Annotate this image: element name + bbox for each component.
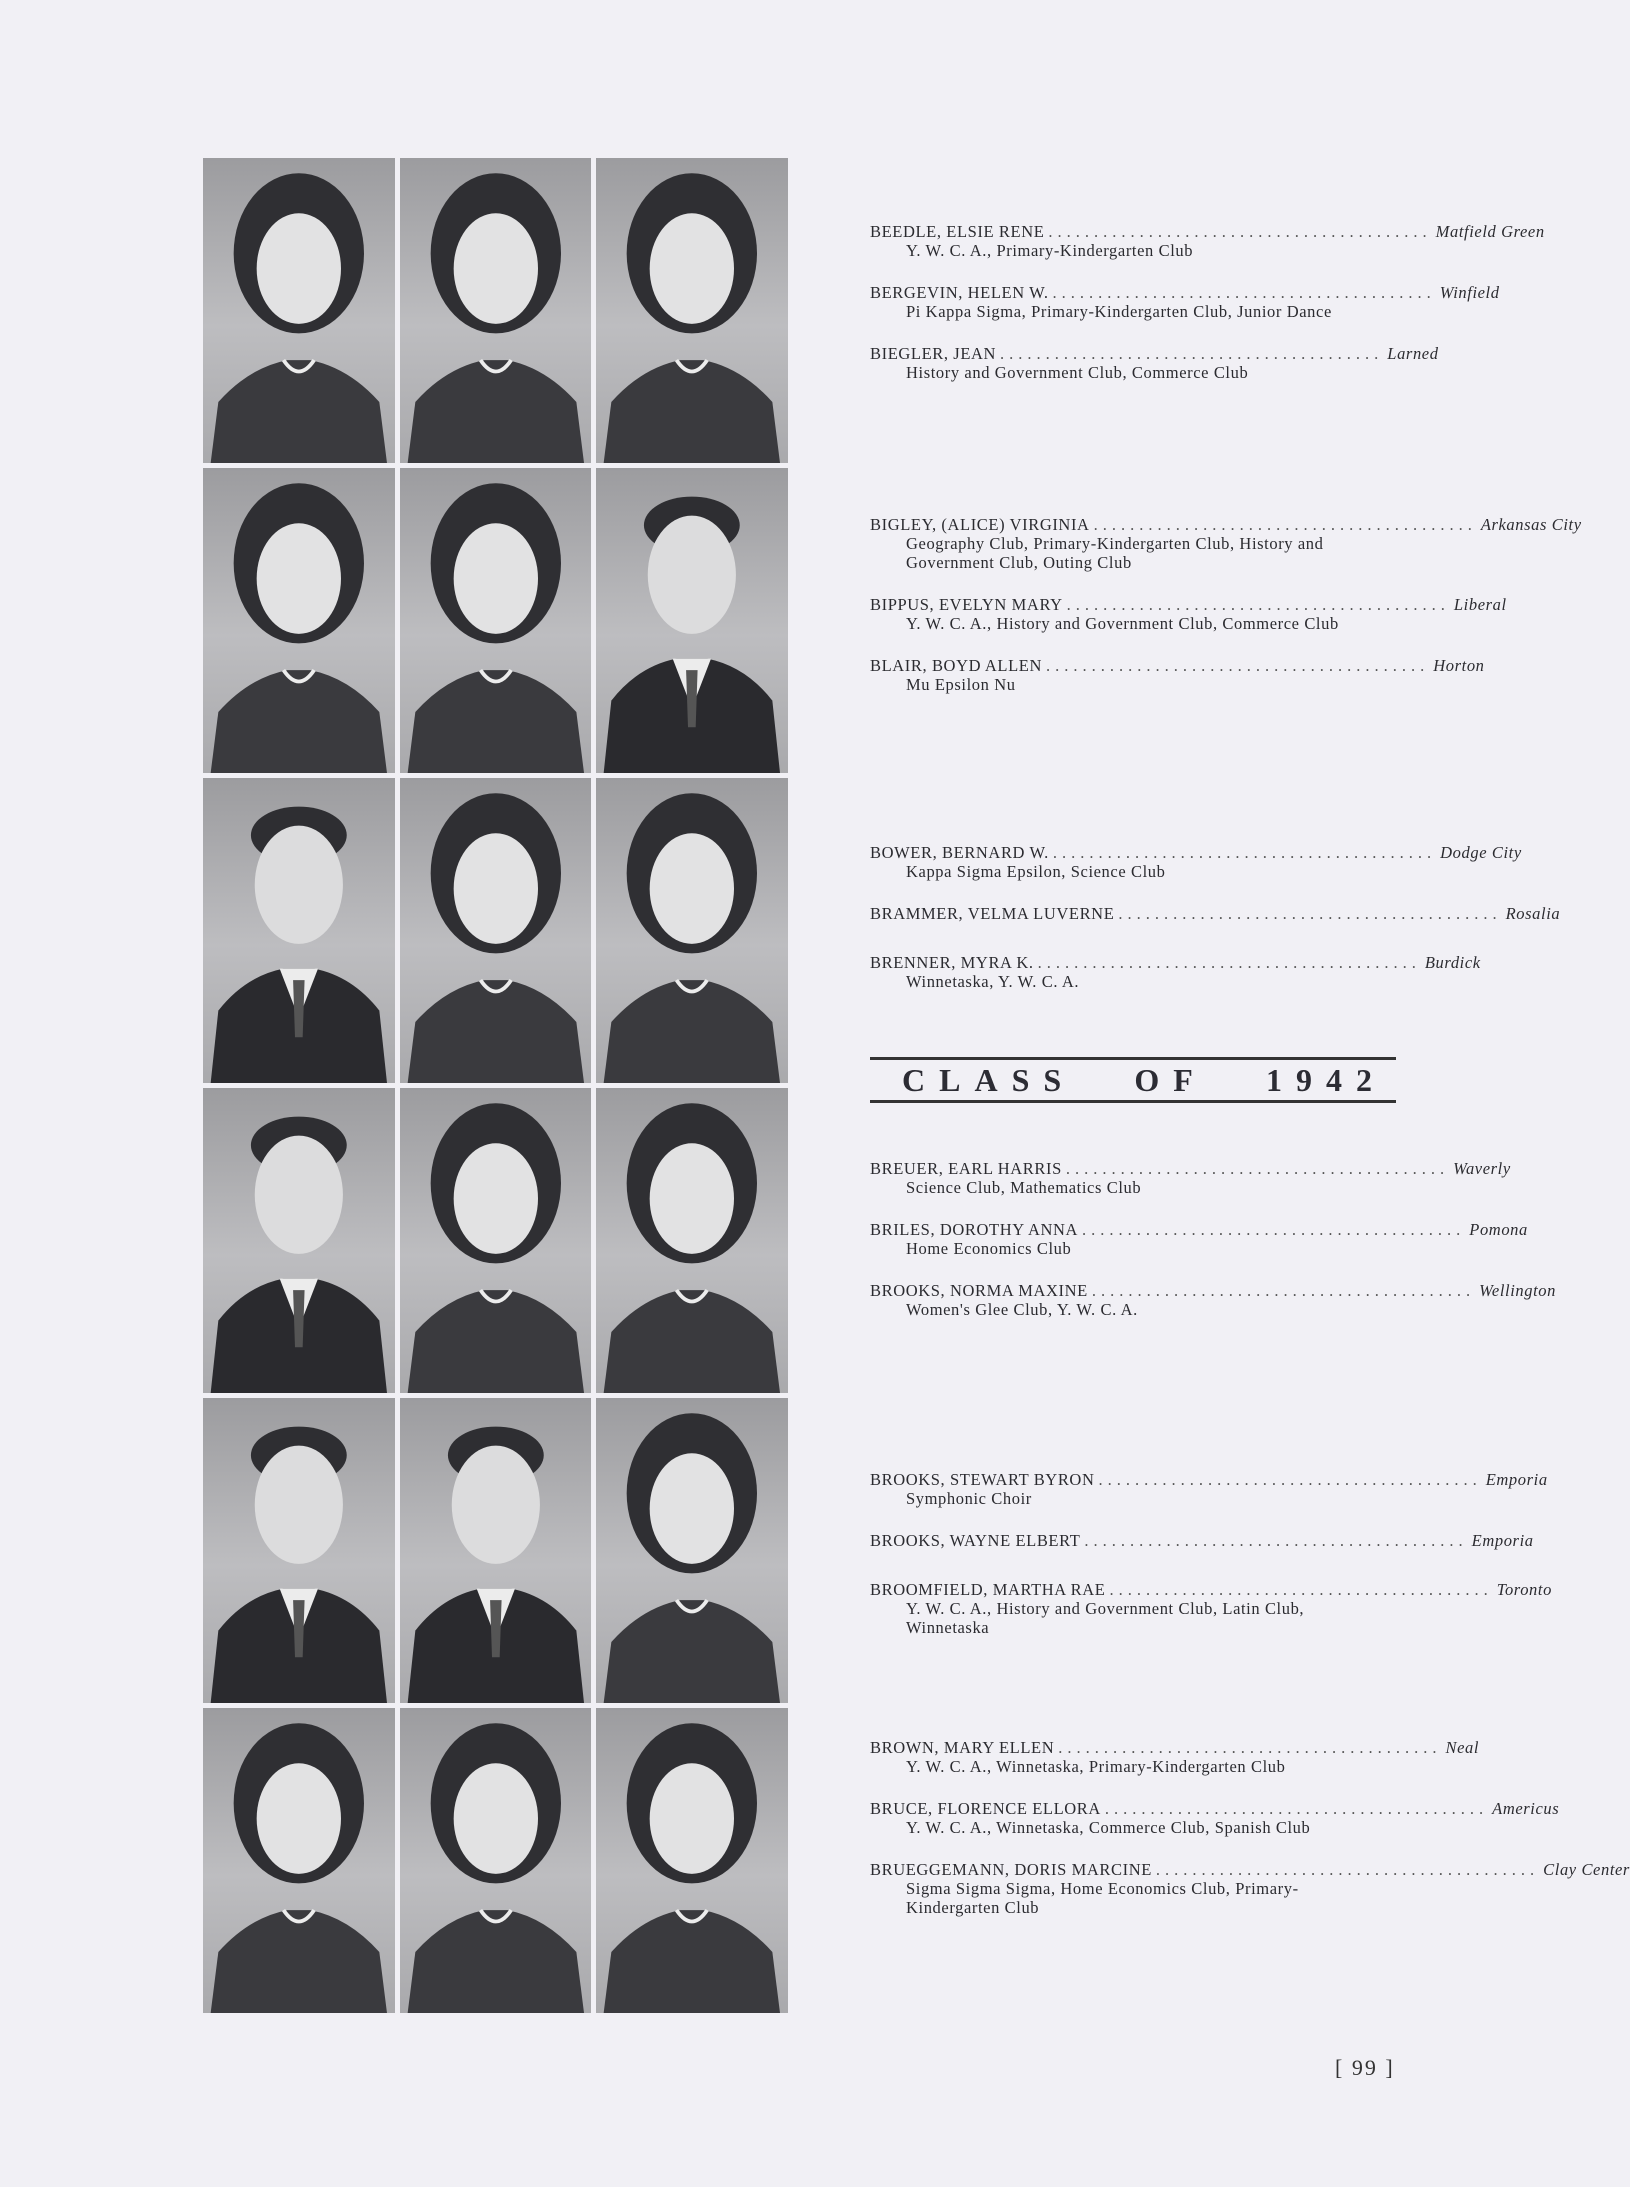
leader-dots: .......................................... (1066, 595, 1450, 614)
student-activities: Y. W. C. A., Winnetaska, Primary-Kindergarten Club (906, 1757, 1286, 1776)
student-name: BROOKS, STEWART BYRON (870, 1470, 1095, 1489)
student-hometown: Burdick (1424, 953, 1481, 972)
student-name: BREUER, EARL HARRIS (870, 1159, 1062, 1178)
student-name: BRILES, DOROTHY ANNA (870, 1220, 1079, 1239)
heading-word: OF (1134, 1061, 1207, 1098)
student-group (870, 515, 1582, 694)
student-activities: Sigma Sigma Sigma, Home Economics Club, Primary-Kindergarten Club (906, 1879, 1299, 1917)
student-name: BRUEGGEMANN, DORIS MARCINE (870, 1860, 1152, 1879)
student-activities: Symphonic Choir (906, 1489, 1032, 1508)
student-entry (870, 1799, 1560, 1837)
student-activities: Kappa Sigma Epsilon, Science Club (906, 862, 1166, 881)
leader-dots: .......................................... (1104, 1799, 1489, 1818)
student-hometown: Wellington (1479, 1281, 1556, 1300)
portrait-photo (596, 1088, 788, 1393)
student-activities: Home Economics Club (906, 1239, 1072, 1258)
student-entry (870, 515, 1582, 572)
student-group (870, 1470, 1552, 1637)
leader-dots: .......................................... (1118, 904, 1502, 923)
student-entry (870, 1738, 1480, 1776)
leader-dots: .......................................... (1065, 1159, 1450, 1178)
student-hometown: Emporia (1485, 1470, 1548, 1489)
student-hometown: Horton (1433, 656, 1485, 675)
student-group (870, 1159, 1556, 1319)
student-name: BROOMFIELD, MARTHA RAE (870, 1580, 1106, 1599)
portrait-grid (203, 158, 788, 2013)
student-activities: Geography Club, Primary-Kindergarten Club, History and Government Club, Outing Club (906, 534, 1324, 572)
leader-dots: .......................................... (1058, 1738, 1442, 1757)
student-entry (870, 283, 1500, 321)
leader-dots: .......................................... (1091, 1281, 1476, 1300)
heading-word: 1942 (1266, 1061, 1386, 1098)
student-entry (870, 1470, 1548, 1508)
student-activities: Y. W. C. A., Winnetaska, Commerce Club, Spanish Club (906, 1818, 1311, 1837)
portrait-photo (400, 1398, 592, 1703)
student-name: BIPPUS, EVELYN MARY (870, 595, 1063, 614)
leader-dots: .......................................... (1155, 1860, 1540, 1879)
student-entry (870, 595, 1507, 633)
student-hometown: Neal (1445, 1738, 1480, 1757)
student-name: BRAMMER, VELMA LUVERNE (870, 904, 1115, 923)
student-entry (870, 843, 1522, 881)
student-name: BROWN, MARY ELLEN (870, 1738, 1055, 1757)
student-activities: Pi Kappa Sigma, Primary-Kindergarten Club, Junior Dance (906, 302, 1332, 321)
heading-word: CLASS (902, 1061, 1076, 1098)
portrait-photo (596, 1398, 788, 1703)
student-group (870, 222, 1545, 382)
leader-dots: .......................................... (1048, 222, 1432, 241)
student-activities: Y. W. C. A., History and Government Club, Latin Club, Winnetaska (906, 1599, 1305, 1637)
student-entry (870, 1159, 1511, 1197)
leader-dots: .......................................... (1037, 953, 1421, 972)
student-entry (870, 1860, 1630, 1917)
student-entry (870, 222, 1545, 260)
portrait-photo (203, 1088, 395, 1393)
student-entry (870, 344, 1439, 382)
page-number: [ 99 ] (1335, 2055, 1395, 2080)
portrait-photo (203, 468, 395, 773)
student-name: BEEDLE, ELSIE RENE (870, 222, 1045, 241)
student-hometown: Matfield Green (1435, 222, 1545, 241)
portrait-photo (400, 468, 592, 773)
student-name: BRENNER, MYRA K. (870, 953, 1034, 972)
student-group (870, 843, 1561, 991)
student-entry (870, 1220, 1528, 1258)
portrait-photo (400, 1708, 592, 2013)
student-hometown: Toronto (1496, 1580, 1552, 1599)
student-name: BLAIR, BOYD ALLEN (870, 656, 1042, 675)
student-activities: Mu Epsilon Nu (906, 675, 1016, 694)
portrait-photo (400, 158, 592, 463)
student-name: BERGEVIN, HELEN W. (870, 283, 1049, 302)
student-activities: Women's Glee Club, Y. W. C. A. (906, 1300, 1138, 1319)
leader-dots: .......................................... (1098, 1470, 1482, 1489)
leader-dots: .......................................... (1093, 515, 1477, 534)
portrait-photo (203, 1708, 395, 2013)
student-name: BOWER, BERNARD W. (870, 843, 1049, 862)
portrait-photo (400, 778, 592, 1083)
student-name: BROOKS, WAYNE ELBERT (870, 1531, 1081, 1550)
leader-dots: .......................................... (1052, 283, 1436, 302)
student-name: BIGLEY, (ALICE) VIRGINIA (870, 515, 1090, 534)
portrait-photo (596, 468, 788, 773)
student-hometown: Arkansas City (1480, 515, 1582, 534)
portrait-photo (203, 1398, 395, 1703)
student-hometown: Winfield (1439, 283, 1500, 302)
leader-dots: .......................................... (1109, 1580, 1493, 1599)
student-hometown: Emporia (1471, 1531, 1534, 1550)
student-entry (870, 1281, 1556, 1319)
portrait-photo (596, 1708, 788, 2013)
student-entry (870, 1531, 1534, 1550)
student-activities: History and Government Club, Commerce Club (906, 363, 1249, 382)
student-entry (870, 1580, 1552, 1637)
class-heading (870, 1057, 1396, 1103)
student-hometown: Rosalia (1505, 904, 1561, 923)
student-hometown: Americus (1492, 1799, 1560, 1818)
student-name: BRUCE, FLORENCE ELLORA (870, 1799, 1101, 1818)
portrait-photo (203, 778, 395, 1083)
portrait-photo (596, 158, 788, 463)
student-activities: Y. W. C. A., Primary-Kindergarten Club (906, 241, 1194, 260)
leader-dots: .......................................... (1000, 344, 1384, 363)
student-entry (870, 656, 1485, 694)
portrait-photo (203, 158, 395, 463)
student-hometown: Waverly (1453, 1159, 1511, 1178)
student-activities: Science Club, Mathematics Club (906, 1178, 1142, 1197)
portrait-photo (596, 778, 788, 1083)
student-activities: Winnetaska, Y. W. C. A. (906, 972, 1080, 991)
student-entry (870, 904, 1561, 923)
student-entry (870, 953, 1481, 991)
leader-dots: .......................................... (1082, 1220, 1466, 1239)
student-name: BIEGLER, JEAN (870, 344, 997, 363)
student-hometown: Clay Center (1543, 1860, 1630, 1879)
student-name: BROOKS, NORMA MAXINE (870, 1281, 1088, 1300)
portrait-photo (400, 1088, 592, 1393)
leader-dots: .......................................... (1046, 656, 1430, 675)
student-hometown: Larned (1387, 344, 1439, 363)
student-hometown: Pomona (1469, 1220, 1528, 1239)
student-group (870, 1738, 1630, 1917)
leader-dots: .......................................... (1052, 843, 1437, 862)
leader-dots: .......................................... (1084, 1531, 1468, 1550)
student-activities: Y. W. C. A., History and Government Club, Commerce Club (906, 614, 1339, 633)
student-hometown: Liberal (1453, 595, 1507, 614)
student-hometown: Dodge City (1440, 843, 1522, 862)
